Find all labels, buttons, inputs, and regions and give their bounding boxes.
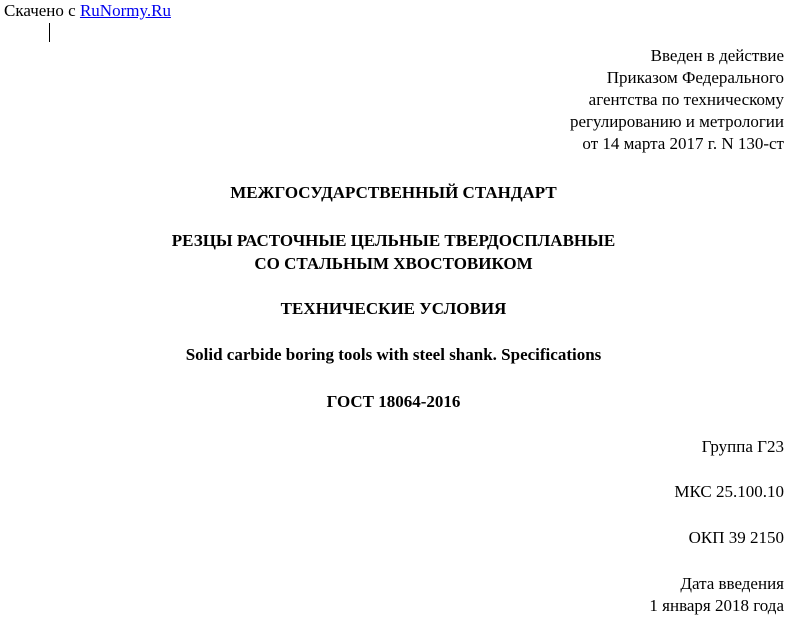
okp-code: ОКП 39 2150: [688, 528, 784, 547]
standard-code: ГОСТ 18064-2016: [326, 392, 461, 411]
document-subtitle: ТЕХНИЧЕСКИЕ УСЛОВИЯ: [280, 299, 507, 318]
standard-type-heading: МЕЖГОСУДАРСТВЕННЫЙ СТАНДАРТ: [230, 183, 557, 202]
effective-date: [649, 573, 784, 617]
english-title: Solid carbide boring tools with steel shank. Specifications: [185, 345, 602, 364]
enactment-line: от 14 марта 2017 г. N 130-ст: [582, 134, 784, 153]
enactment-line: Приказом Федерального: [606, 68, 784, 87]
effective-date-value: 1 января 2018 года: [649, 596, 784, 615]
enactment-line: агентства по техническому: [588, 90, 784, 109]
text-cursor: [49, 23, 50, 42]
mks-code: МКС 25.100.10: [674, 482, 784, 501]
group-label: Группа Г23: [701, 437, 784, 456]
source-line: [4, 1, 171, 21]
enactment-line: регулированию и метрологии: [569, 112, 784, 131]
enactment-line: Введен в действие: [650, 46, 784, 65]
source-link[interactable]: RuNormy.Ru: [79, 1, 171, 20]
source-prefix: Скачено с: [4, 1, 80, 20]
effective-date-label: Дата введения: [680, 574, 784, 593]
document-title-line: РЕЗЦЫ РАСТОЧНЫЕ ЦЕЛЬНЫЕ ТВЕРДОСПЛАВНЫЕ: [171, 231, 616, 250]
enactment-note: [570, 45, 784, 155]
document-title: [0, 229, 787, 275]
document-title-line: СО СТАЛЬНЫМ ХВОСТОВИКОМ: [254, 254, 533, 273]
